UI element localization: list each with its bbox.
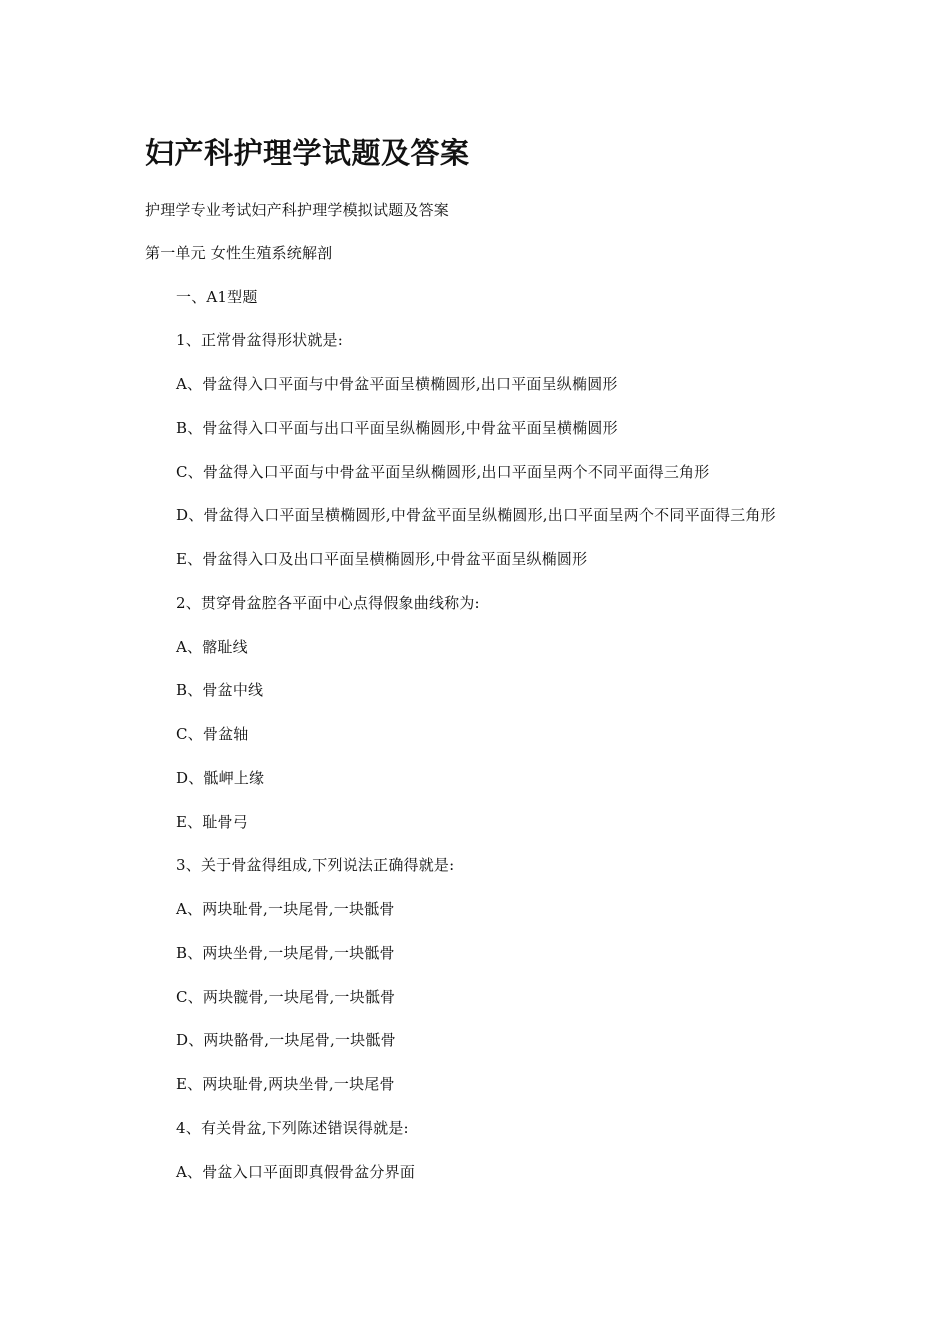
question-3-option-c: C、两块髋骨,一块尾骨,一块骶骨 (176, 988, 396, 1006)
question-1-option-a: A、骨盆得入口平面与中骨盆平面呈横椭圆形,出口平面呈纵椭圆形 (176, 375, 618, 393)
unit-heading: 第一单元 女性生殖系统解剖 (145, 244, 333, 262)
question-4: 4、有关骨盆,下列陈述错误得就是: (176, 1119, 409, 1137)
section-heading: 一、A1型题 (176, 288, 258, 306)
question-1: 1、正常骨盆得形状就是: (176, 331, 343, 349)
document-subtitle: 护理学专业考试妇产科护理学模拟试题及答案 (145, 201, 450, 219)
question-2-option-b: B、骨盆中线 (176, 681, 264, 699)
question-3-option-e: E、两块耻骨,两块坐骨,一块尾骨 (176, 1075, 395, 1093)
question-3: 3、关于骨盆得组成,下列说法正确得就是: (176, 856, 455, 874)
document-title: 妇产科护理学试题及答案 (145, 136, 470, 170)
question-3-option-d: D、两块骼骨,一块尾骨,一块骶骨 (176, 1031, 396, 1049)
question-1-option-b: B、骨盆得入口平面与出口平面呈纵椭圆形,中骨盆平面呈横椭圆形 (176, 419, 618, 437)
question-1-option-d: D、骨盆得入口平面呈横椭圆形,中骨盆平面呈纵椭圆形,出口平面呈两个不同平面得三角形 (176, 506, 776, 524)
question-4-option-a: A、骨盆入口平面即真假骨盆分界面 (176, 1163, 416, 1181)
question-2: 2、贯穿骨盆腔各平面中心点得假象曲线称为: (176, 594, 480, 612)
question-2-option-d: D、骶岬上缘 (176, 769, 265, 787)
question-1-option-e: E、骨盆得入口及出口平面呈横椭圆形,中骨盆平面呈纵椭圆形 (176, 550, 588, 568)
question-2-option-a: A、髂耻线 (176, 638, 248, 656)
question-1-option-c: C、骨盆得入口平面与中骨盆平面呈纵椭圆形,出口平面呈两个不同平面得三角形 (176, 463, 710, 481)
question-3-option-a: A、两块耻骨,一块尾骨,一块骶骨 (176, 900, 395, 918)
question-2-option-c: C、骨盆轴 (176, 725, 249, 743)
question-3-option-b: B、两块坐骨,一块尾骨,一块骶骨 (176, 944, 395, 962)
question-2-option-e: E、耻骨弓 (176, 813, 248, 831)
